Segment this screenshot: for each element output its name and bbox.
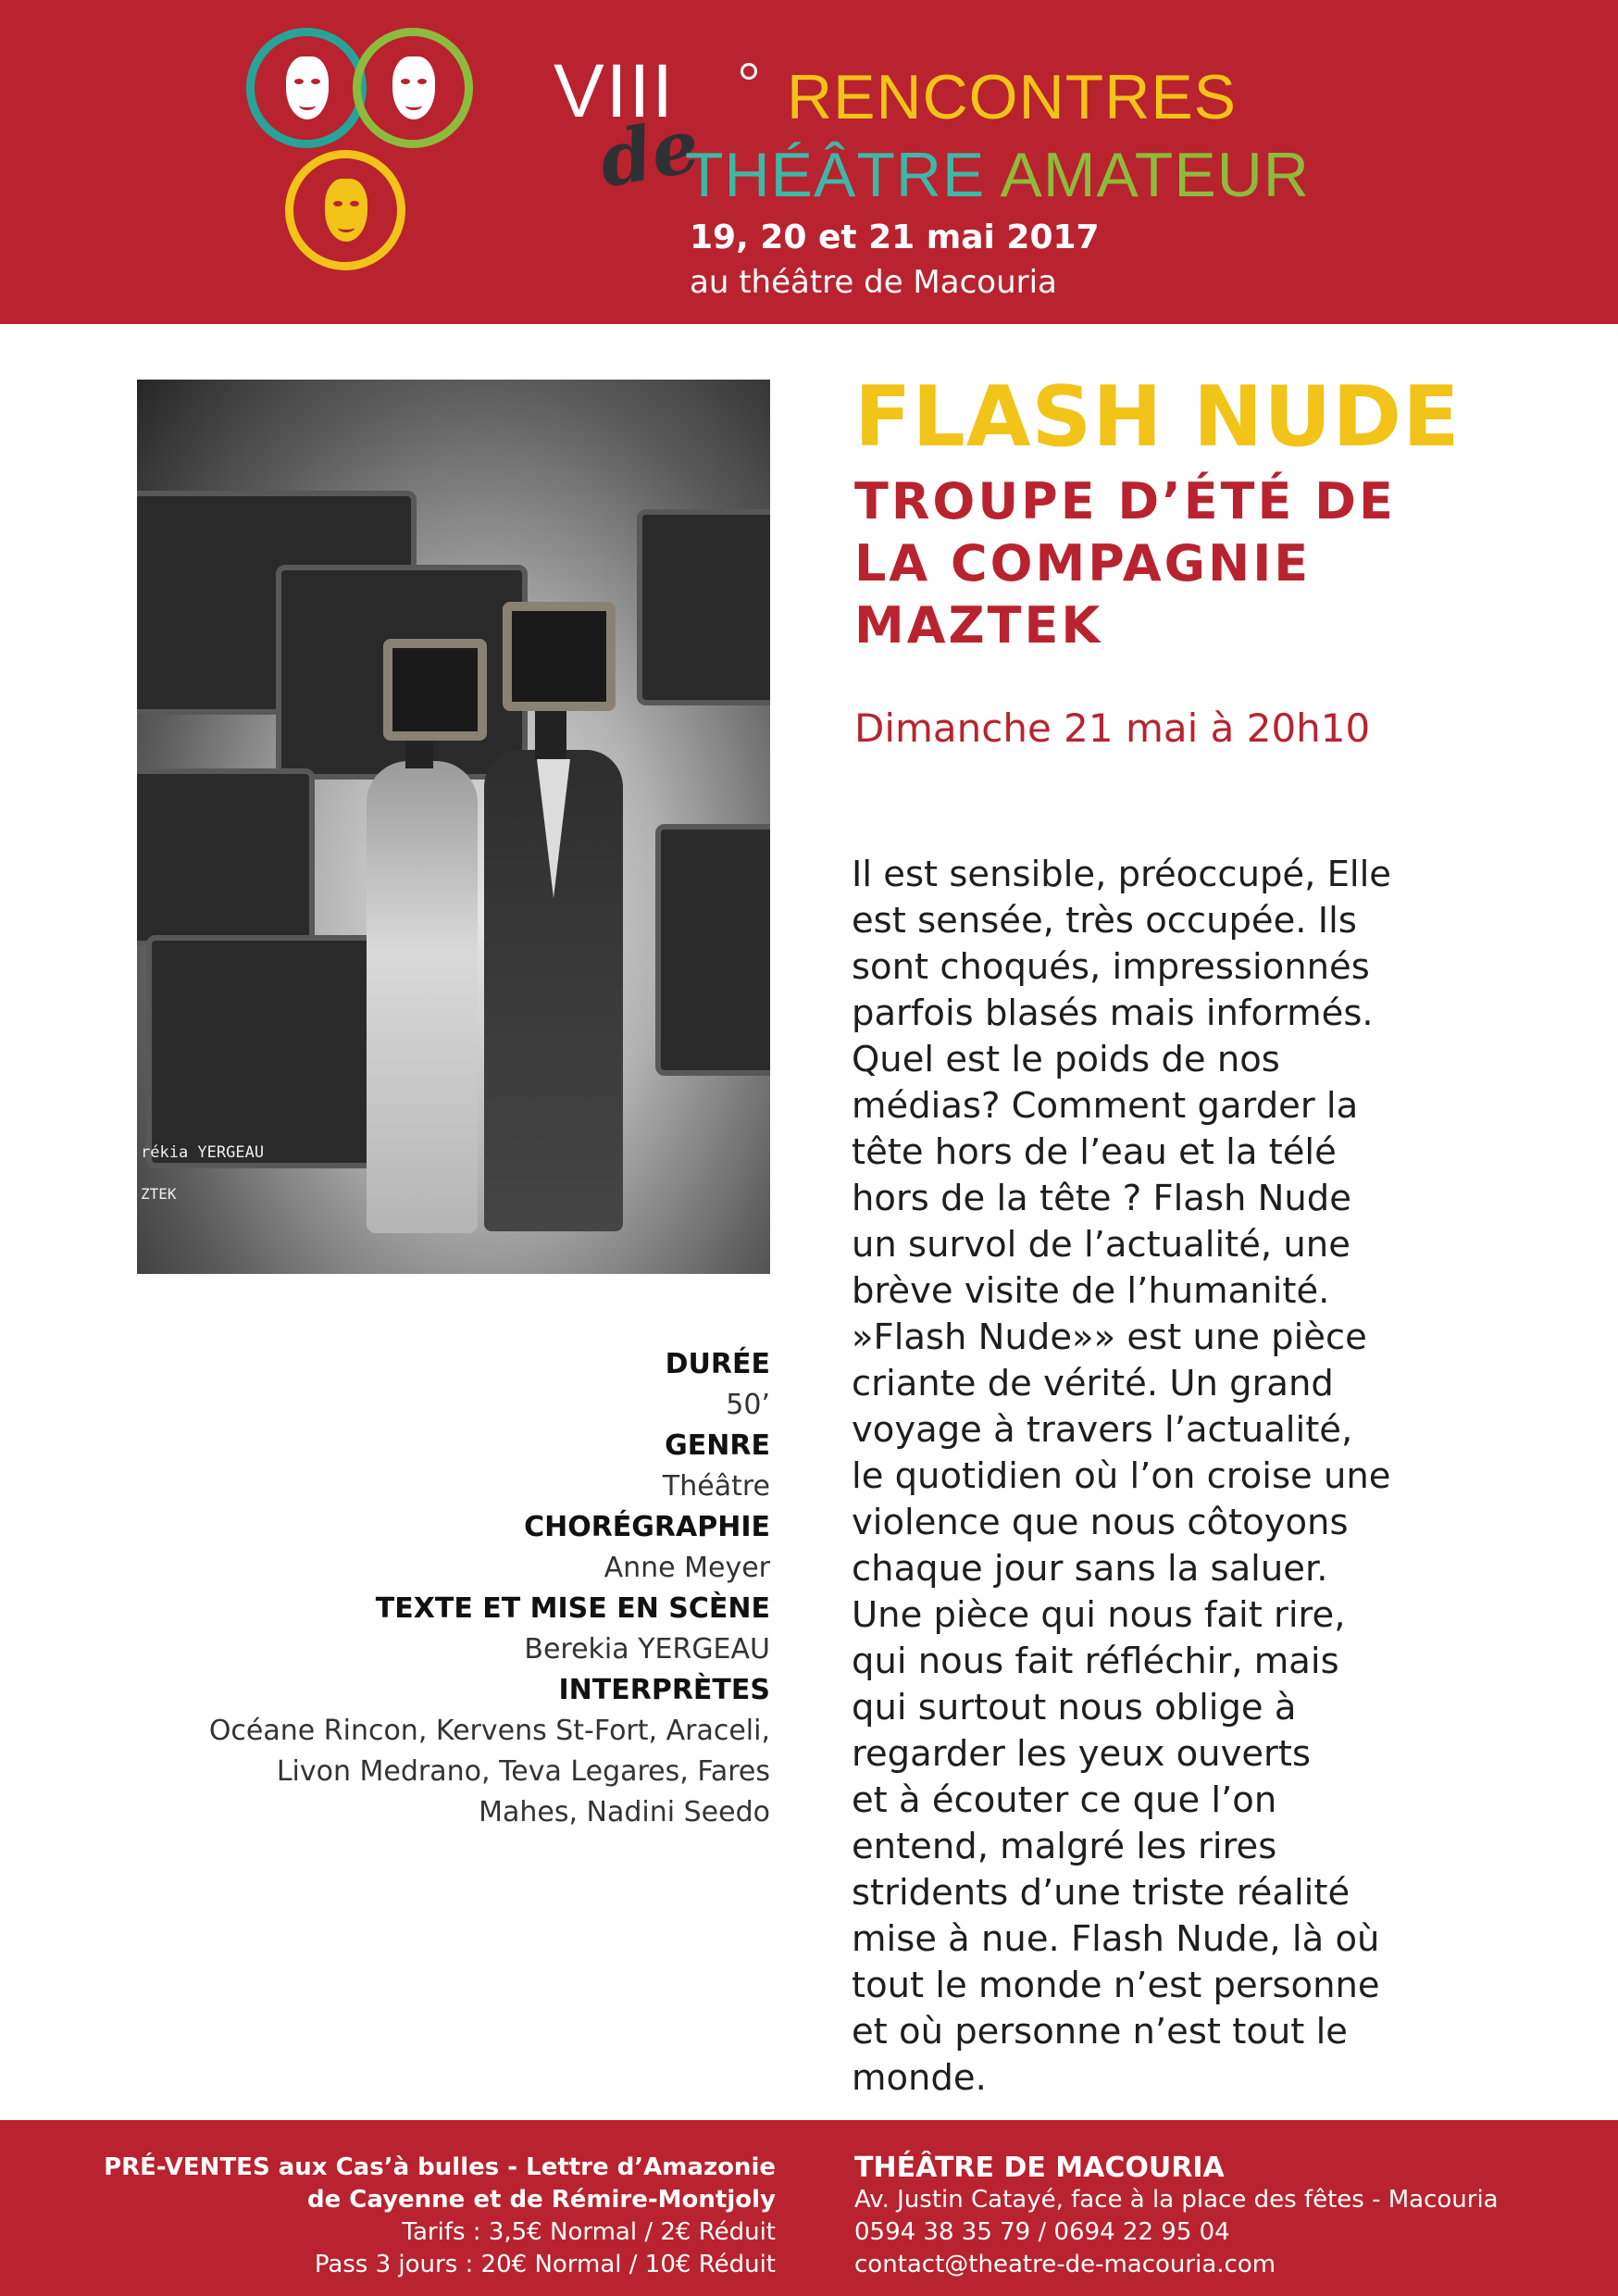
description-line: entend, malgré les rires	[852, 1826, 1277, 1867]
description-line: voyage à travers l’actualité,	[852, 1409, 1353, 1451]
theatre-phones: 0594 38 35 79 / 0694 22 95 04	[854, 2218, 1230, 2246]
genre-label: GENRE	[665, 1429, 770, 1462]
interpretes-line: Livon Medrano, Teva Legares, Fares	[276, 1755, 770, 1788]
festival-title-amateur: AMATEUR	[1000, 140, 1310, 210]
presale-line	[104, 2152, 776, 2184]
description-line: »Flash Nude»» est une pièce	[852, 1316, 1367, 1358]
theatre-email[interactable]: contact@theatre-de-macouria.com	[854, 2251, 1276, 2278]
show-photo	[137, 380, 770, 1274]
interpretes-line: Mahes, Nadini Seedo	[479, 1796, 770, 1828]
description-line: et à écouter ce que l’on	[852, 1779, 1277, 1821]
photo-credit: rékia YERGEAU	[141, 1143, 265, 1162]
festival-title-theatre: THÉÂTRE	[685, 140, 986, 210]
festival-venue: au théâtre de Macouria	[690, 264, 1057, 301]
duree-label: DURÉE	[665, 1348, 770, 1380]
interpretes-line: Océane Rincon, Kervens St-Fort, Araceli,	[208, 1715, 770, 1747]
description-line: chaque jour sans la saluer.	[852, 1548, 1328, 1590]
teal-ring-icon	[246, 28, 367, 148]
presale-label: PRÉ-VENTES	[104, 2153, 270, 2181]
theatre-address: Av. Justin Catayé, face à la place des fêtes - Macouria	[854, 2186, 1499, 2214]
photo-credit-2: ZTEK	[141, 1185, 177, 1203]
description-line: stridents d’une triste réalité	[852, 1872, 1350, 1914]
description-line: tête hors de l’eau et la télé	[852, 1131, 1337, 1173]
theatre-contact	[854, 2152, 1499, 2281]
edition-number: VIII	[554, 49, 676, 133]
description-line: médias? Comment garder la	[852, 1085, 1359, 1127]
company-line: LA COMPAGNIE	[854, 534, 1312, 593]
festival-title-line2	[685, 139, 1310, 211]
tarifs: Tarifs : 3,5€ Normal / 2€ Réduit	[402, 2218, 776, 2246]
presale-info	[104, 2152, 776, 2281]
description-line: est sensée, très occupée. Ils	[852, 900, 1357, 942]
description-line: hors de la tête ? Flash Nude	[852, 1178, 1351, 1219]
description-line: regarder les yeux ouverts	[852, 1733, 1312, 1775]
description-line: sont choqués, impressionnés	[852, 946, 1370, 988]
presale-places: aux Cas’à bulles - Lettre d’Amazonie	[269, 2153, 776, 2181]
woman-figure	[367, 761, 478, 1233]
description-line: qui nous fait réfléchir, mais	[852, 1641, 1339, 1682]
show-description	[852, 852, 1481, 2102]
description-line: mise à nue. Flash Nude, là où	[852, 1918, 1380, 1960]
description-line: parfois blasés mais informés.	[852, 992, 1374, 1034]
mask-icon	[286, 56, 329, 119]
description-line: un survol de l’actualité, une	[852, 1224, 1350, 1266]
green-ring-icon	[353, 28, 473, 148]
pass-3-jours: Pass 3 jours : 20€ Normal / 10€ Réduit	[314, 2251, 776, 2278]
background-tv	[637, 509, 770, 705]
show-datetime: Dimanche 21 mai à 20h10	[854, 705, 1371, 751]
description-line: brève visite de l’humanité.	[852, 1270, 1330, 1312]
duree-value: 50’	[726, 1389, 770, 1421]
description-line: Il est sensible, préoccupé, Elle	[852, 854, 1391, 895]
description-line: Quel est le poids de nos	[852, 1039, 1280, 1080]
description-line: qui surtout nous oblige à	[852, 1687, 1297, 1728]
show-title: FLASH NUDE	[854, 368, 1461, 466]
presale-line-2: de Cayenne et de Rémire-Montjoly	[306, 2186, 776, 2214]
description-line: violence que nous côtoyons	[852, 1502, 1349, 1543]
description-line: monde.	[852, 2057, 987, 2099]
background-tv	[137, 768, 315, 946]
company-name	[854, 470, 1502, 656]
description-line: et où personne n’est tout le	[852, 2011, 1348, 2053]
background-tv	[655, 824, 770, 1076]
edition-ordinal-mark	[741, 63, 757, 80]
festival-dates: 19, 20 et 21 mai 2017	[690, 218, 1100, 256]
mask-icon	[325, 179, 367, 242]
choreo-label: CHORÉGRAPHIE	[524, 1511, 770, 1543]
festival-de: de	[592, 101, 706, 205]
company-line: TROUPE D’ÉTÉ DE	[854, 472, 1396, 530]
theatre-name: THÉÂTRE DE MACOURIA	[854, 2152, 1225, 2184]
genre-value: Théâtre	[662, 1470, 770, 1503]
interpretes-label: INTERPRÈTES	[558, 1674, 770, 1706]
description-line: Une pièce qui nous fait rire,	[852, 1594, 1346, 1636]
texte-value: Berekia YERGEAU	[524, 1633, 770, 1666]
footer-band	[0, 2120, 1618, 2296]
mask-icon	[392, 56, 435, 119]
description-line: tout le monde n’est personne	[852, 1965, 1380, 2006]
description-line: le quotidien où l’on croise une	[852, 1455, 1391, 1497]
man-neck	[535, 704, 566, 759]
show-credits	[111, 1344, 770, 1833]
festival-title-line1: RENCONTRES	[787, 62, 1238, 132]
man-tv-head	[503, 602, 616, 711]
header-band	[0, 0, 1618, 324]
company-line: MAZTEK	[854, 596, 1103, 655]
description-line: criante de vérité. Un grand	[852, 1363, 1334, 1404]
festival-logo	[237, 28, 450, 296]
texte-label: TEXTE ET MISE EN SCÈNE	[375, 1592, 770, 1625]
yellow-ring-icon	[285, 150, 405, 270]
choreo-value: Anne Meyer	[604, 1552, 770, 1584]
woman-tv-head	[383, 639, 487, 741]
